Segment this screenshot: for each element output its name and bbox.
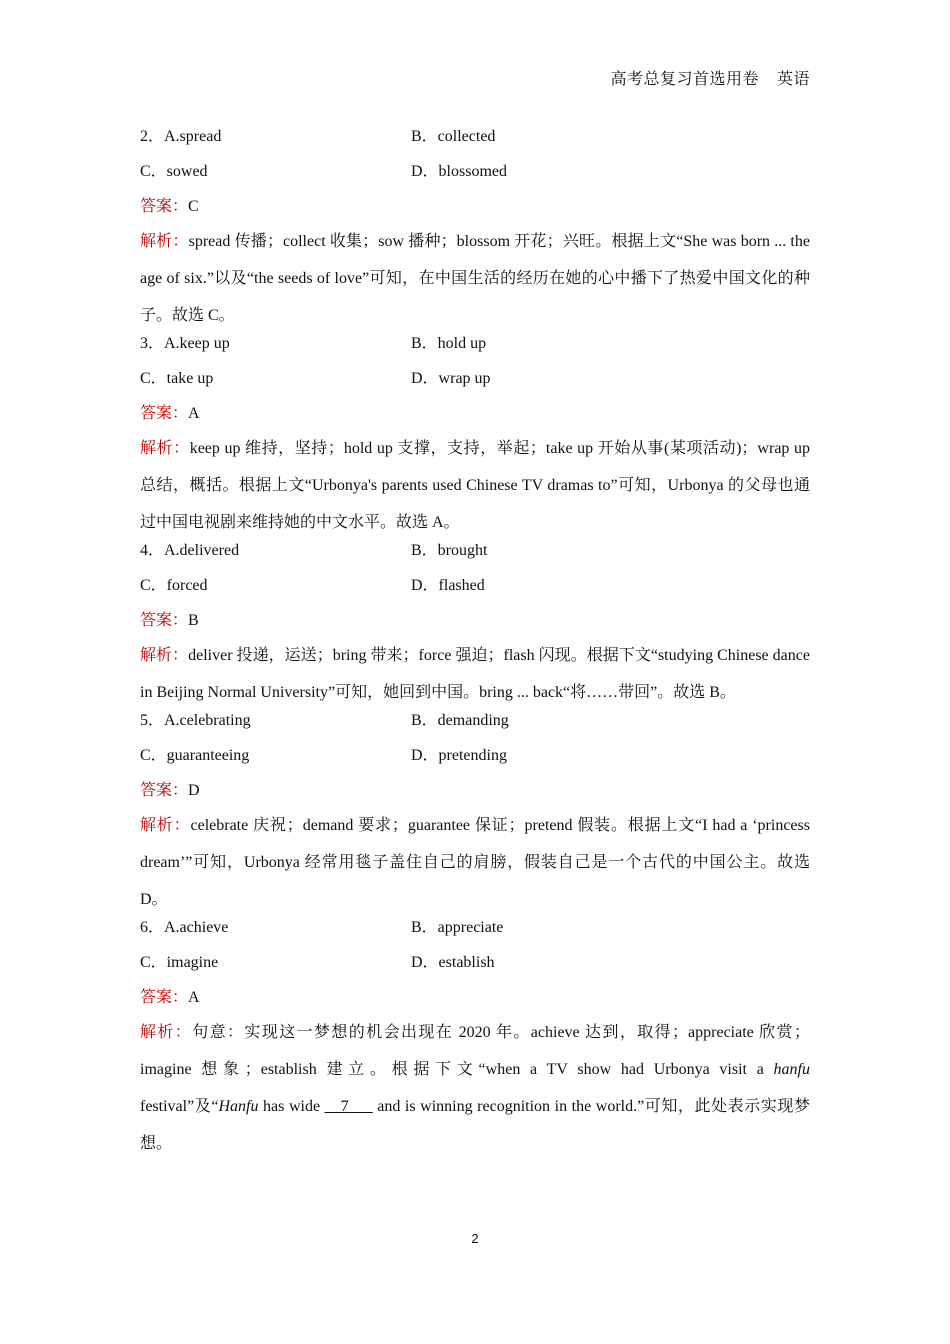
option-b: B．appreciate (411, 919, 504, 936)
header-subject: 英语 (776, 71, 810, 88)
option-d: D．flashed (411, 577, 485, 594)
answer-label: 答案： (140, 782, 189, 799)
analysis-paragraph (140, 637, 810, 711)
option-c: C．imagine (140, 954, 219, 971)
answer-label: 答案： (140, 989, 189, 1006)
analysis-text-part: and is winning recognition in the world.”可知，此处表示实现梦想。 (140, 1098, 810, 1152)
option-c: C．take up (140, 370, 214, 387)
option-a: 6．A.achieve (140, 919, 229, 936)
analysis-italic-term: hanfu (773, 1061, 810, 1078)
question-block (140, 124, 810, 334)
options-row (140, 538, 810, 573)
analysis-label: 解析： (140, 647, 189, 664)
page-number: 2 (471, 1231, 479, 1246)
options-row (140, 950, 810, 985)
analysis-label: 解析： (140, 1024, 193, 1041)
answer-value: A (188, 989, 200, 1006)
option-b: B．brought (411, 542, 488, 559)
page-header (610, 66, 810, 89)
options-row (140, 573, 810, 608)
answer-value: C (188, 198, 199, 215)
options-row (140, 743, 810, 778)
fill-blank: __7___ (324, 1098, 373, 1115)
option-a: 2．A.spread (140, 128, 222, 145)
analysis-text-part: 句意：实现这一梦想的机会出现在 2020 年。achieve 达到，取得；appreciate 欣赏；imagine 想象；establish 建立。根据下文“when a TV show had Urbonya visit a (140, 1024, 810, 1078)
option-a: 4．A.delivered (140, 542, 240, 559)
question-block (140, 538, 810, 711)
option-b: B．demanding (411, 712, 509, 729)
options-row (140, 708, 810, 743)
answer-value: B (188, 612, 199, 629)
option-b: B．hold up (411, 335, 487, 352)
option-d: D．pretending (411, 747, 507, 764)
analysis-italic-term: Hanfu (218, 1098, 259, 1115)
option-c: C．guaranteeing (140, 747, 250, 764)
question-block (140, 915, 810, 1162)
option-b: B．collected (411, 128, 496, 145)
analysis-text-part: festival”及“ (140, 1098, 219, 1115)
header-title: 高考总复习首选用卷 (610, 71, 759, 88)
analysis-label: 解析： (140, 233, 189, 250)
analysis-text: keep up 维持，坚持；hold up 支撑，支持，举起；take up 开始从事(某项活动)；wrap up 总结，概括。根据上文“Urbonya's parents used Chinese TV dramas to”可知，Urbonya 的父母也通过中国电视剧来维持她的中文水平。故选 A。 (140, 440, 810, 531)
analysis-text-part: has wide (258, 1098, 325, 1115)
question-block (140, 331, 810, 541)
options-row (140, 915, 810, 950)
option-d: D．establish (411, 954, 495, 971)
answer-label: 答案： (140, 405, 189, 422)
analysis-label: 解析： (140, 440, 190, 457)
options-row (140, 124, 810, 159)
analysis-paragraph (140, 223, 810, 334)
option-c: C．sowed (140, 163, 208, 180)
option-c: C．forced (140, 577, 208, 594)
option-d: D．wrap up (411, 370, 491, 387)
options-row (140, 366, 810, 401)
answer-label: 答案： (140, 612, 189, 629)
option-d: D．blossomed (411, 163, 508, 180)
answer-value: A (188, 405, 200, 422)
analysis-text: deliver 投递，运送；bring 带来；force 强迫；flash 闪现。根据下文“studying Chinese dance in Beijing Normal University”可知，她回到中国。bring ... back“将……带回”。故选 B。 (140, 647, 810, 701)
analysis-paragraph (140, 807, 810, 918)
document-body (140, 124, 810, 1159)
option-a: 5．A.celebrating (140, 712, 251, 729)
analysis-text: celebrate 庆祝；demand 要求；guarantee 保证；pretend 假装。根据上文“I had a ‘princess dream’”可知，Urbonya 经常用毯子盖住自己的肩膀，假装自己是一个古代的中国公主。故选 D。 (140, 817, 810, 908)
analysis-text: spread 传播；collect 收集；sow 播种；blossom 开花；兴旺。根据上文“She was born ... the age of six.”以及“the seeds of love”可知，在中国生活的经历在她的心中播下了热爱中国文化的种子。故选 C。 (140, 233, 810, 324)
options-row (140, 159, 810, 194)
option-a: 3．A.keep up (140, 335, 230, 352)
analysis-label: 解析： (140, 817, 191, 834)
question-block (140, 708, 810, 918)
answer-value: D (188, 782, 200, 799)
analysis-paragraph (140, 1014, 810, 1162)
answer-label: 答案： (140, 198, 189, 215)
analysis-paragraph (140, 430, 810, 541)
options-row (140, 331, 810, 366)
